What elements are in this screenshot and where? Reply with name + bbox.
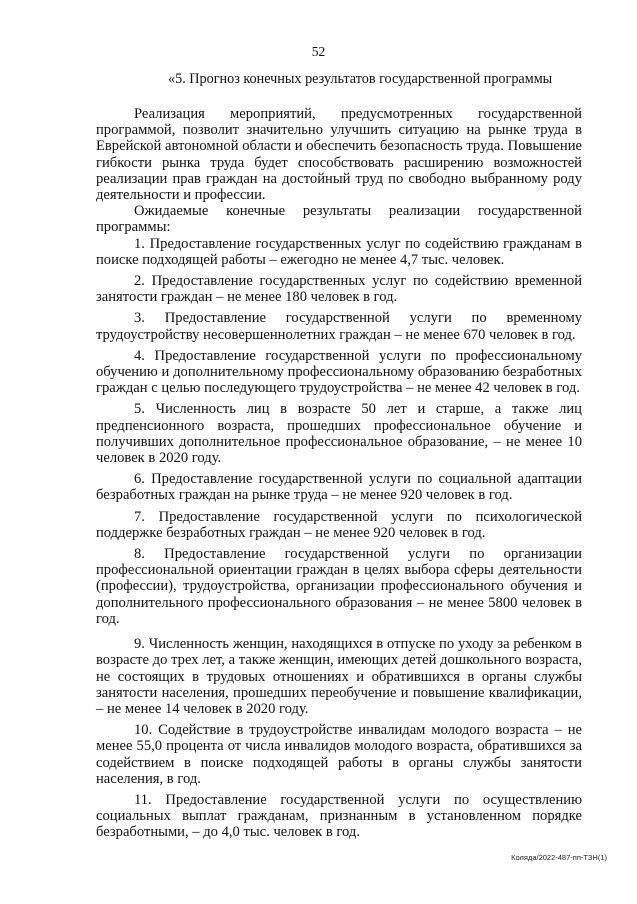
result-item-2: 2. Предоставление государственных услуг по содействию временной занятости граждан – не менее 180 человек в год. [96, 273, 582, 306]
intro-paragraph: Реализация мероприятий, предусмотренных государственной программой, позволит значительно улучшить ситуацию на рынке труда в Еврейской автономной области и обеспечить безопасность труда. Повышение гибкости рынка труда будет способствовать расширению возможностей реализации прав граждан на достойный труд по свободно выбранному роду деятельности и профессии. [96, 106, 582, 204]
document-code: Коляда/2022-487-пп-ТЗН(1) [511, 853, 607, 862]
results-intro-paragraph: Ожидаемые конечные результаты реализации государственной программы: [96, 203, 582, 236]
result-item-10: 10. Содействие в трудоустройстве инвалидам молодого возраста – не менее 55,0 процента от числа инвалидов молодого возраста, обратившихся за содействием в поиске подходящей работы в органы службы занятости населения, в год. [96, 722, 582, 787]
result-item-11: 11. Предоставление государственной услуги по осуществлению социальных выплат гражданам, признанным в установленном порядке безработными, – до 4,0 тыс. человек в год. [96, 791, 582, 841]
page-number: 52 [311, 44, 326, 59]
result-item-7: 7. Предоставление государственной услуги по психологической поддержке безработных граждан – не менее 920 человек в год. [96, 508, 582, 541]
result-item-8: 8. Предоставление государственной услуги по организации профессиональной ориентации граждан в целях выбора сферы деятельности (профессии), трудоустройства, организации профессионального обучения и дополнительного профессионального образования – не менее 5800 человек в год. [96, 546, 582, 627]
section-heading: «5. Прогноз конечных результатов государственной программы [168, 71, 553, 87]
result-item-9: 9. Численность женщин, находящихся в отпуске по уходу за ребенком в возрасте до трех лет, а также женщин, имеющих детей дошкольного возраста, не состоящих в трудовых отношениях и обратившихся в органы службы занятости населения, прошедших переобучение и повышение квалификации, – не менее 14 человек в 2020 году. [96, 636, 582, 717]
result-item-3: 3. Предоставление государственной услуги по временному трудоустройству несовершеннолетних граждан – не менее 670 человек в год. [96, 310, 582, 343]
result-item-1: 1. Предоставление государственных услуг по содействию гражданам в поиске подходящей работы – ежегодно не менее 4,7 тыс. человек. [96, 235, 582, 268]
result-item-4: 4. Предоставление государственной услуги по профессиональному обучению и дополнительному профессиональному образованию безработных граждан с целью последующего трудоустройства – не менее 42 человек в год. [96, 347, 582, 397]
body-text [96, 106, 582, 841]
result-item-6: 6. Предоставление государственной услуги по социальной адаптации безработных граждан на рынке труда – не менее 920 человек в год. [96, 471, 582, 504]
result-item-5: 5. Численность лиц в возрасте 50 лет и старше, а также лиц предпенсионного возраста, прошедших профессиональное обучение и получивших дополнительное профессиональное образование, – не менее 10 человек в 2020 году. [96, 401, 582, 467]
